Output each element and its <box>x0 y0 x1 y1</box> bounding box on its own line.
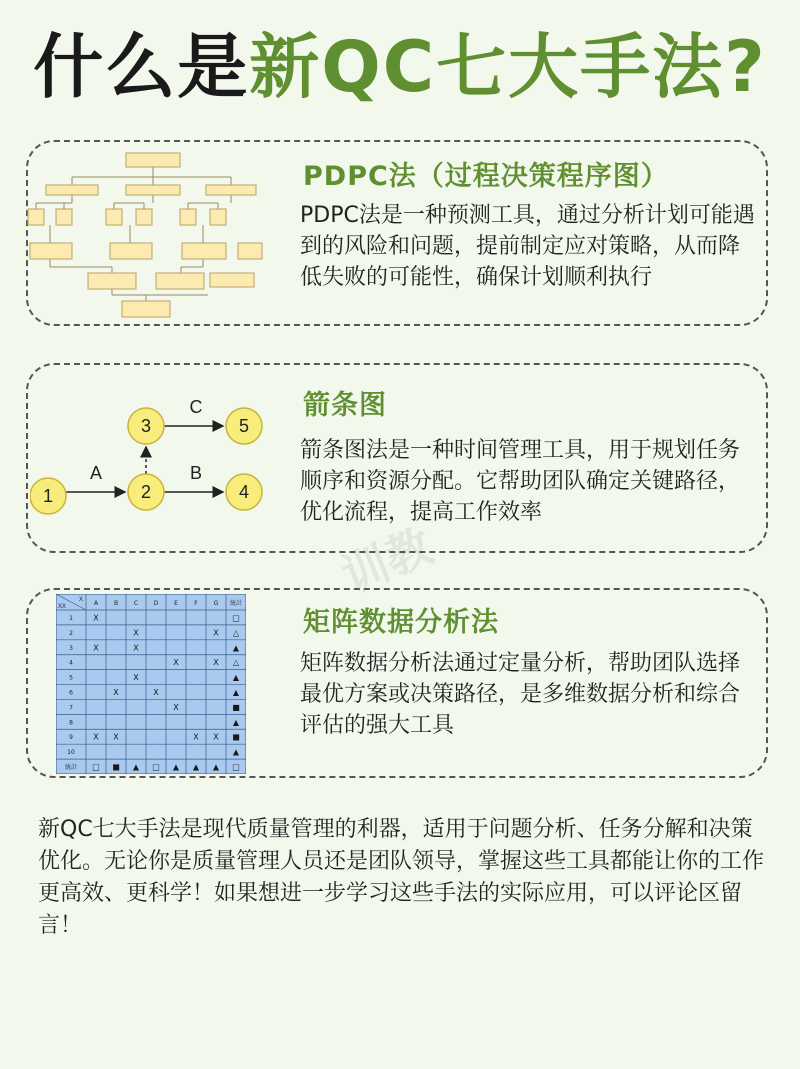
matrix-column-header: C <box>133 600 139 607</box>
matrix-cell-mark: X <box>93 643 99 653</box>
matrix-cell-mark: ▲ <box>232 643 240 653</box>
matrix-column-header: A <box>93 600 99 607</box>
section-card-pdpc <box>26 140 768 326</box>
matrix-cell-mark: X <box>133 643 139 653</box>
matrix-cell-mark: ■ <box>232 702 240 712</box>
edge-label: C <box>189 397 203 417</box>
matrix-cell-mark: X <box>213 658 219 668</box>
matrix-cell-mark: ▲ <box>232 747 240 757</box>
matrix-cell-mark: ▲ <box>232 688 240 697</box>
matrix-cell-mark: X <box>113 688 119 697</box>
matrix-cell-mark: X <box>173 702 179 712</box>
matrix-cell-mark: △ <box>232 628 240 638</box>
section-body: PDPC法是一种预测工具，通过分析计划可能遇到的风险和问题，提前制定应对策略，从而降低失败的可能性，确保计划顺利执行 <box>300 203 755 290</box>
section-body: 矩阵数据分析法通过定量分析，帮助团队选择最优方案或决策路径，是多维数据分析和综合评估的强大工具 <box>300 651 741 738</box>
matrix-corner-label: XX <box>58 604 67 610</box>
section-heading: PDPC法（过程决策程序图） <box>303 161 669 192</box>
matrix-cell-mark: ▲ <box>232 717 240 727</box>
matrix-cell-mark: ■ <box>112 762 120 772</box>
matrix-background <box>56 594 246 774</box>
matrix-cell-mark: X <box>133 673 139 683</box>
matrix-row-label: 8 <box>69 719 73 727</box>
section-card-matrix <box>26 588 768 778</box>
matrix-column-header: D <box>153 600 159 607</box>
node-label: 3 <box>140 416 152 436</box>
matrix-cell-mark: ▲ <box>212 762 220 772</box>
node-label: 4 <box>238 482 250 502</box>
matrix-row-label: 10 <box>67 749 75 757</box>
section-heading: 箭条图 <box>303 390 387 421</box>
matrix-row-label: 統計 <box>64 764 78 772</box>
node-label: 2 <box>140 482 152 502</box>
matrix-row-label: 3 <box>69 644 73 652</box>
watermark: 训教 <box>334 518 440 604</box>
matrix-row-label: 2 <box>69 629 73 637</box>
edge-label: B <box>189 463 203 483</box>
title-part1: 什么是 <box>33 26 250 108</box>
title-part2: 新QC七大手法? <box>249 26 767 108</box>
node-label: 5 <box>238 416 250 436</box>
page-title <box>0 22 800 112</box>
matrix-column-header: B <box>113 600 119 607</box>
matrix-corner-label: X <box>78 597 83 603</box>
matrix-row-label: 6 <box>69 689 73 697</box>
matrix-table-figure <box>56 594 246 774</box>
matrix-cell-mark: □ <box>152 762 160 772</box>
matrix-row-label: 5 <box>69 674 73 682</box>
matrix-row-label: 4 <box>69 659 73 667</box>
matrix-cell-mark: ▲ <box>192 762 200 772</box>
matrix-cell-mark: ▲ <box>132 762 140 772</box>
matrix-column-header: 統計 <box>229 600 243 607</box>
matrix-cell-mark: ■ <box>232 732 240 742</box>
matrix-cell-mark: X <box>173 658 179 668</box>
matrix-cell-mark: ▲ <box>232 673 240 683</box>
matrix-row-label: 7 <box>69 704 73 712</box>
matrix-cell-mark: X <box>213 732 219 742</box>
matrix-column-header: F <box>194 600 198 607</box>
node-label: 1 <box>42 486 54 506</box>
matrix-cell-mark: □ <box>232 613 240 623</box>
matrix-cell-mark: X <box>93 613 99 623</box>
section-body: 箭条图法是一种时间管理工具，用于规划任务顺序和资源分配。它帮助团队确定关键路径，优化流程，提高工作效率 <box>300 438 741 525</box>
matrix-row-label: 1 <box>69 614 73 622</box>
matrix-cell-mark: X <box>213 628 219 638</box>
matrix-column-header: E <box>174 600 178 607</box>
summary-paragraph: 新QC七大手法是现代质量管理的利器，适用于问题分析、任务分解和决策优化。无论你是质量管理人员还是团队领导，掌握这些工具都能让你的工作更高效、更科学！如果想进一步学习这些手法的实际应用，可以评论区留言！ <box>38 817 765 938</box>
arrow-diagram-figure <box>30 395 280 535</box>
matrix-row-label: 9 <box>69 734 73 742</box>
matrix-column-header: G <box>213 600 219 607</box>
matrix-cell-mark: X <box>153 688 159 697</box>
section-heading: 矩阵数据分析法 <box>303 607 499 638</box>
edge-label: A <box>89 463 103 483</box>
matrix-cell-mark: □ <box>232 762 240 772</box>
pdpc-tree-figure <box>26 145 266 325</box>
matrix-cell-mark: X <box>133 628 139 638</box>
matrix-cell-mark: X <box>193 732 199 742</box>
matrix-cell-mark: ▲ <box>172 762 180 772</box>
matrix-cell-mark: X <box>93 732 99 742</box>
matrix-cell-mark: X <box>113 732 119 742</box>
matrix-cell-mark: □ <box>92 762 100 772</box>
matrix-cell-mark: △ <box>232 658 240 668</box>
section-card-arrow-diagram <box>26 363 768 553</box>
